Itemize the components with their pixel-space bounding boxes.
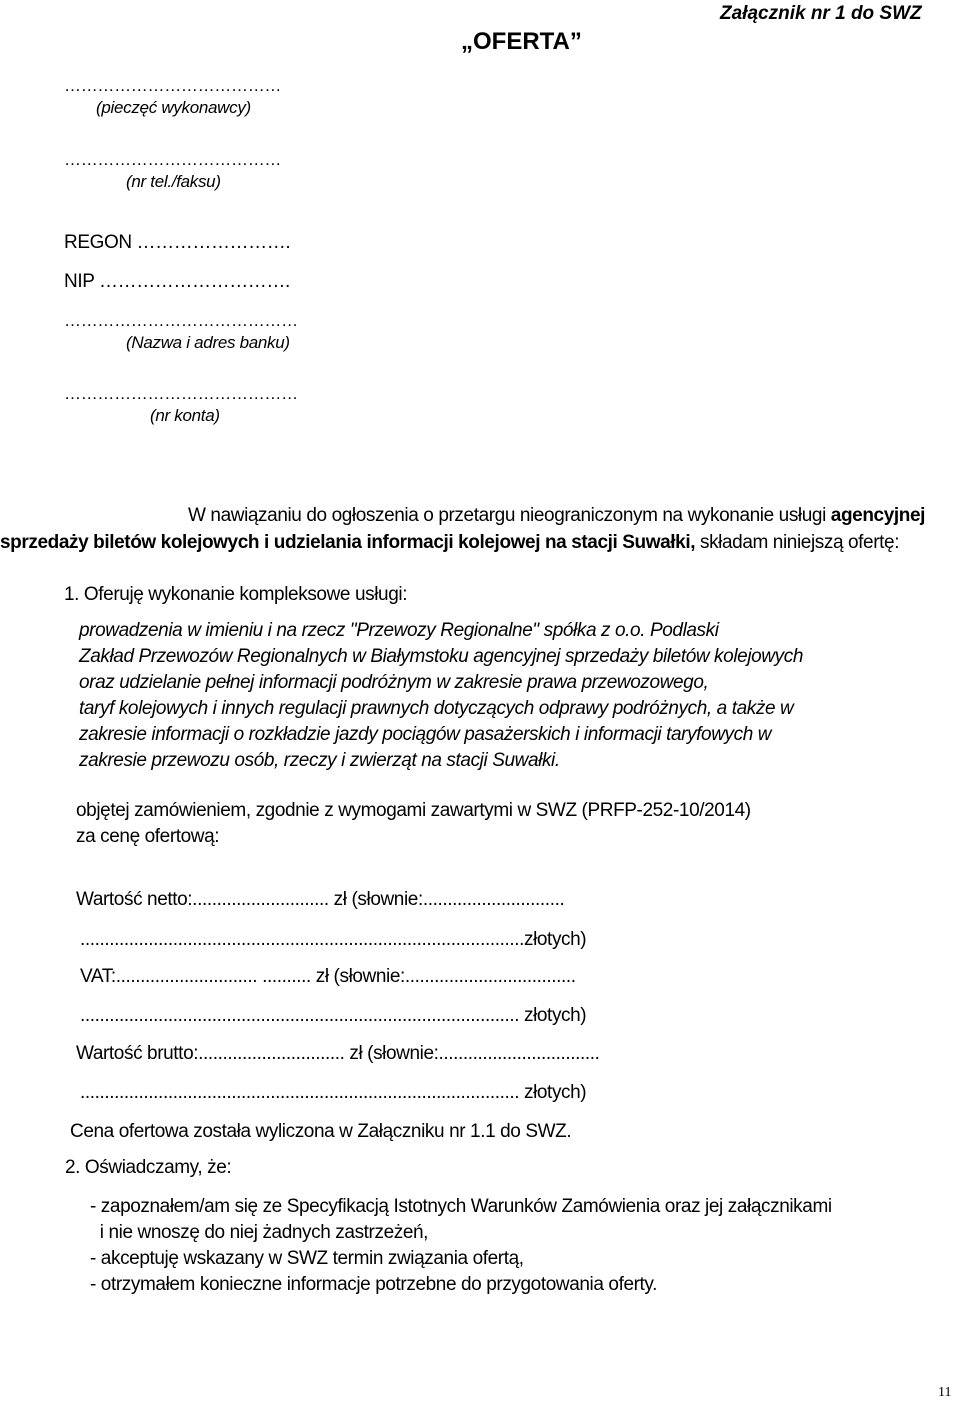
bank-label: (Nazwa i adres banku)	[126, 333, 290, 352]
service-line: oraz udzielanie pełnej informacji podróżnym w zakresie prawa przewozowego,	[79, 672, 709, 693]
service-line: Zakład Przewozów Regionalnych w Białymstoku agencyjnej sprzedaży biletów kolejowych	[79, 646, 803, 667]
account-label: (nr konta)	[150, 406, 220, 425]
intro-line-2	[0, 532, 899, 554]
service-line: prowadzenia w imieniu i na rzecz "Przewozy Regionalne" spółka z o.o. Podlaski	[79, 620, 719, 641]
bank-dots: ……………………………………	[64, 311, 298, 330]
phone-label: (nr tel./faksu)	[126, 172, 221, 191]
nip-field: NIP ………………………….	[64, 271, 290, 292]
vat-words: .......................................................................................... złotych)	[80, 1005, 587, 1026]
statement-item: i nie wnoszę do niej żadnych zastrzeżeń,	[90, 1222, 429, 1243]
section-2-heading: 2. Oświadczamy, że:	[65, 1157, 232, 1178]
calculation-note: Cena ofertowa została wyliczona w Załączniku nr 1.1 do SWZ.	[70, 1121, 572, 1142]
stamp-label: (pieczęć wykonawcy)	[96, 98, 251, 117]
document-title: „OFERTA”	[461, 28, 582, 55]
attachment-label: Załącznik nr 1 do SWZ	[720, 3, 922, 24]
phone-dots: …………………………………	[64, 150, 282, 169]
net-value-words: ...........................................................................................złotych)	[80, 929, 587, 950]
service-line: zakresie przewozu osób, rzeczy i zwierząt na stacji Suwałki.	[79, 750, 560, 771]
statement-item: - zapoznałem/am się ze Specyfikacją Istotnych Warunków Zamówienia oraz jej załącznikami	[90, 1196, 832, 1217]
intro-line-1-bold: agencyjnej	[830, 505, 926, 526]
service-line: zakresie informacji o rozkładzie jazdy pociągów pasażerskich i informacji taryfowych w	[79, 724, 772, 745]
gross-value-field: Wartość brutto:.............................. zł (słownie:.................................	[76, 1043, 600, 1064]
intro-line-1	[188, 505, 925, 527]
stamp-dots: …………………………………	[64, 76, 282, 95]
service-line: taryf kolejowych i innych regulacji prawnych dotyczących odprawy podróżnych, a także w	[79, 698, 794, 719]
page-number: 11	[938, 1385, 952, 1400]
order-line-2: za cenę ofertową:	[76, 826, 220, 847]
intro-line-2-bold: sprzedaży biletów kolejowych i udzielania informacji kolejowej na stacji Suwałki,	[0, 532, 696, 553]
account-dots: ……………………………………	[64, 384, 298, 403]
regon-field: REGON …………………….	[64, 232, 291, 253]
gross-value-words: .......................................................................................... złotych)	[80, 1082, 587, 1103]
section-1-heading: 1. Oferuję wykonanie kompleksowe usługi:	[64, 584, 408, 605]
statement-item: - akceptuję wskazany w SWZ termin związania ofertą,	[90, 1248, 524, 1269]
statement-item: - otrzymałem konieczne informacje potrzebne do przygotowania oferty.	[90, 1274, 658, 1295]
order-line-1: objętej zamówieniem, zgodnie z wymogami zawartymi w SWZ (PRFP-252-10/2014)	[76, 800, 751, 821]
vat-field: VAT:............................. .......... zł (słownie:...................................	[80, 966, 576, 987]
intro-line-1-text: W nawiązaniu do ogłoszenia o przetargu nieograniczonym na wykonanie usługi	[188, 505, 831, 526]
net-value-field: Wartość netto:............................ zł (słownie:.............................	[76, 889, 565, 910]
intro-line-2-text: składam niniejszą ofertę:	[695, 532, 900, 553]
